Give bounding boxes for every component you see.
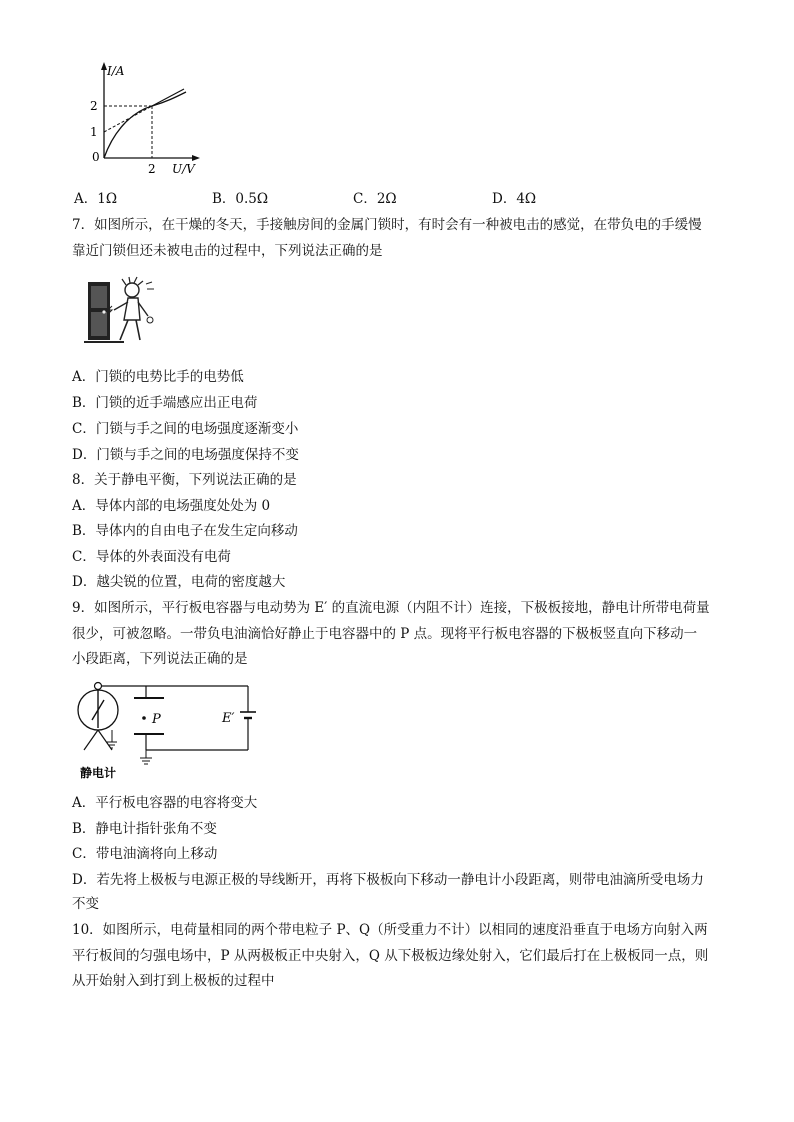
electrometer-label: 静电计 [80,766,117,780]
q10-stem-line-1: 10．如图所示，电荷量相同的两个带电粒子 P、Q（所受重力不计）以相同的速度沿垂直于电场方向射入两 [72,922,708,938]
q9-option-d-continued: 不变 [72,896,99,912]
door-shock-illustration [84,276,168,348]
q8-option-d: D．越尖锐的位置，电荷的密度越大 [72,574,286,590]
q10-stem-line-2: 平行板间的匀强电场中，P 从两极板正中央射入，Q 从下极板边缘处射入，它们最后打在上极板同一点，则 [72,948,709,964]
q6-option-c: C．2Ω [353,191,397,207]
q8-option-a: A．导体内部的电场强度处处为 0 [72,498,271,514]
y-tick-0: 0 [92,150,100,164]
x-tick-2: 2 [148,162,156,176]
q7-stem-line-1: 7．如图所示，在干燥的冬天，手接触房间的金属门锁时，有时会有一种被电击的感觉，在带负电的手缓慢 [72,217,702,233]
q6-option-a: A．1Ω [74,191,118,207]
q8-option-b: B．导体内的自由电子在发生定向移动 [72,523,298,539]
q7-option-c: C．门锁与手之间的电场强度逐渐变小 [72,421,299,437]
y-tick-2: 2 [90,99,98,113]
q7-option-a: A．门锁的电势比手的电势低 [72,369,244,385]
q9-option-b: B．静电计指针张角不变 [72,821,217,837]
q7-option-b: B．门锁的近手端感应出正电荷 [72,395,258,411]
q9-option-a: A．平行板电容器的电容将变大 [72,795,258,811]
iu-graph [84,60,204,180]
q9-stem-line-3: 小段距离，下列说法正确的是 [72,651,248,667]
q8-option-c: C．导体的外表面没有电荷 [72,549,231,565]
q6-option-b: B．0.5Ω [212,191,269,207]
q9-stem-line-1: 9．如图所示，平行板电容器与电动势为 E′ 的直流电源（内阻不计）连接，下极板接地，静电计所带电荷量 [72,600,710,616]
capacitor-circuit-figure [72,678,272,782]
q7-stem-line-2: 靠近门锁但还未被电击的过程中，下列说法正确的是 [72,243,383,259]
q10-stem-line-3: 从开始射入到打到上极板的过程中 [72,973,275,989]
x-axis-label: U/V [172,162,195,176]
q9-stem-line-2: 很少，可被忽略。一带负电油滴恰好静止于电容器中的 P 点。现将平行板电容器的下极板竖直向下移动一 [72,626,698,642]
q8-stem: 8．关于静电平衡，下列说法正确的是 [72,472,297,488]
q7-option-d: D．门锁与手之间的电场强度保持不变 [72,447,299,463]
y-tick-1: 1 [90,125,98,139]
y-axis-label: I/A [107,64,125,78]
point-p-label: P [152,712,161,727]
q9-option-d: D．若先将上极板与电源正极的导线断开，再将下极板向下移动一静电计小段距离，则带电油滴所受电场力 [72,872,704,888]
q9-option-c: C．带电油滴将向上移动 [72,846,218,862]
source-label: E′ [222,711,235,726]
q6-option-d: D．4Ω [492,191,537,207]
